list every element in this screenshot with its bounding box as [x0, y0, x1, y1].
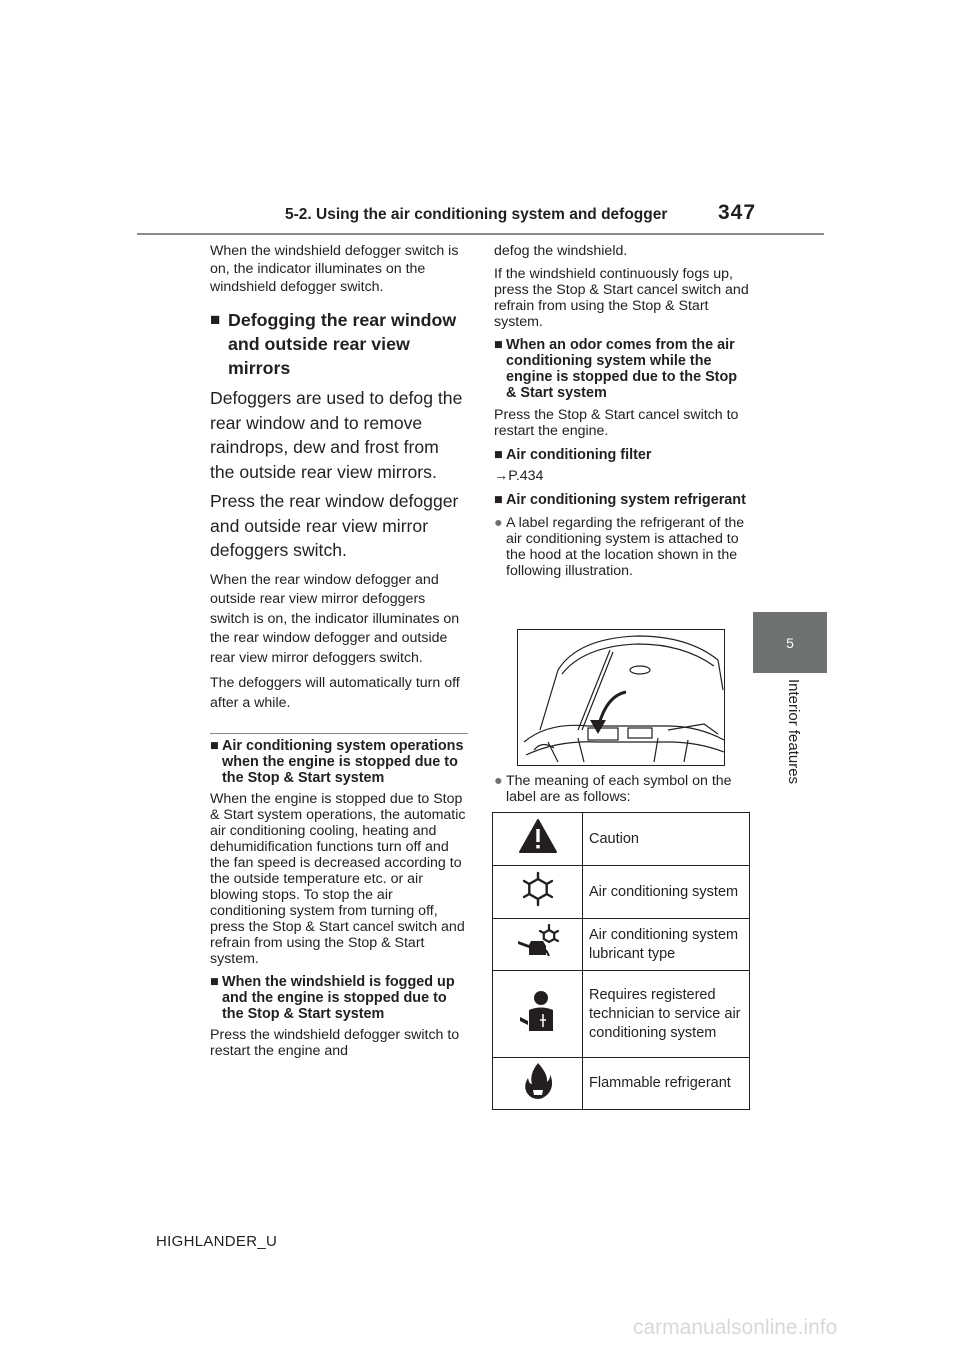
table-row: [493, 866, 750, 919]
hood-label-illustration: [517, 629, 725, 766]
table-row: [493, 971, 750, 1058]
auto-off-text: The defoggers will automatically turn off after a while.: [210, 675, 460, 711]
fogged-text: Press the windshield defogger switch to restart the engine and: [210, 1027, 460, 1059]
model-footer: HIGHLANDER_U: [156, 1233, 278, 1250]
odor-text: Press the Stop & Start cancel switch to restart the engine.: [494, 407, 739, 439]
odor-subheading: [494, 337, 750, 401]
symbol-description: Requires registered technician to service air conditioning system: [583, 971, 750, 1058]
square-bullet-icon: ■: [494, 447, 503, 463]
label-location-bullet: [494, 515, 750, 579]
refrigerant-subheading: [494, 492, 750, 508]
page-number: 347: [718, 201, 757, 224]
round-bullet-icon: ●: [494, 515, 503, 531]
ac-ops-subheading: [210, 738, 468, 786]
oil-can-snowflake-icon: [515, 924, 561, 960]
filter-page-ref[interactable]: →P.434: [494, 468, 544, 484]
symbol-cell: [493, 1058, 583, 1110]
press-rear-defogger-text: Press the rear window defogger and outside rear view mirror defoggers switch.: [210, 491, 459, 560]
square-bullet-icon: ■: [494, 337, 503, 353]
square-bullet-icon: ■: [210, 974, 219, 990]
symbol-description: Air conditioning system lubricant type: [583, 919, 750, 971]
table-row: [493, 813, 750, 866]
table-row: [493, 1058, 750, 1110]
section-divider: [210, 733, 468, 734]
filter-subheading: [494, 447, 750, 463]
ac-ops-subheading-text: Air conditioning system operations when the engine is stopped due to the Stop & Start system: [222, 738, 464, 786]
symbol-description: Caution: [583, 813, 750, 866]
snowflake-icon: [520, 871, 556, 907]
ac-ops-text: When the engine is stopped due to Stop & Start system operations, the automatic air conditioning cooling, heating and dehumidification functions turn off and the fan speed is decreased according to the outside temperature etc. or air blowing stops. To stop the air conditioning system from turning off, press the Stop & Start cancel switch and refrain from using the Stop & Start system.: [210, 791, 466, 967]
fogged-subheading: [210, 974, 468, 1022]
square-bullet-icon: ■: [210, 310, 221, 329]
watermark: carmanualsonline.info: [633, 1316, 838, 1339]
chapter-side-label: [782, 679, 802, 799]
square-bullet-icon: ■: [210, 738, 219, 754]
label-symbol-table: [492, 812, 750, 1110]
open-hood-drawing: [518, 630, 724, 765]
continuously-fogs-text: If the windshield continuously fogs up, press the Stop & Start cancel switch and refrain from using the Stop & Start system.: [494, 266, 749, 330]
symbol-cell: [493, 866, 583, 919]
header-divider: [137, 233, 824, 235]
symbol-meaning-text: The meaning of each symbol on the label are as follows:: [506, 773, 732, 805]
flame-icon: [523, 1062, 553, 1100]
label-location-text: A label regarding the refrigerant of the air conditioning system is attached to the hood at the location shown in the following illustration.: [506, 515, 745, 579]
section-header-title: 5-2. Using the air conditioning system and defogger: [285, 206, 668, 223]
symbol-cell: [493, 919, 583, 971]
fogged-continued-text: defog the windshield.: [494, 243, 628, 259]
symbol-cell: [493, 971, 583, 1058]
rear-defog-heading: [210, 308, 468, 380]
chapter-tab-number: 5: [786, 634, 794, 651]
chapter-side-label-text: Interior features: [785, 679, 802, 785]
symbol-cell: [493, 813, 583, 866]
rear-defog-heading-text: Defogging the rear window and outside rear view mirrors: [228, 310, 457, 378]
right-column: [494, 242, 750, 579]
fogged-subheading-text: When the windshield is fogged up and the engine is stopped due to the Stop & Start system: [222, 974, 455, 1022]
symbol-description: Air conditioning system: [583, 866, 750, 919]
symbol-description: Flammable refrigerant: [583, 1058, 750, 1110]
defoggers-used-text: Defoggers are used to defog the rear window and to remove raindrops, dew and frost from the outside rear view mirrors.: [210, 388, 463, 482]
filter-subheading-text: Air conditioning filter: [506, 447, 652, 463]
left-column: [210, 242, 468, 1059]
windshield-indicator-text: When the windshield defogger switch is on, the indicator illuminates on the windshield defogger switch.: [210, 243, 459, 295]
symbol-meaning-bullet: [494, 773, 750, 805]
technician-icon: [516, 989, 560, 1033]
table-row: [493, 919, 750, 971]
round-bullet-icon: ●: [494, 773, 503, 789]
rear-indicator-text: When the rear window defogger and outside rear view mirror defoggers switch is on, the indicator illuminates on the rear window defogger and outside rear view mirror defoggers switch.: [210, 571, 460, 666]
square-bullet-icon: ■: [494, 492, 503, 508]
chapter-tab: [753, 612, 827, 673]
odor-subheading-text: When an odor comes from the air conditioning system while the engine is stopped due to the Stop & Start system: [506, 337, 738, 401]
caution-icon: [518, 818, 558, 854]
refrigerant-subheading-text: Air conditioning system refrigerant: [506, 492, 746, 508]
